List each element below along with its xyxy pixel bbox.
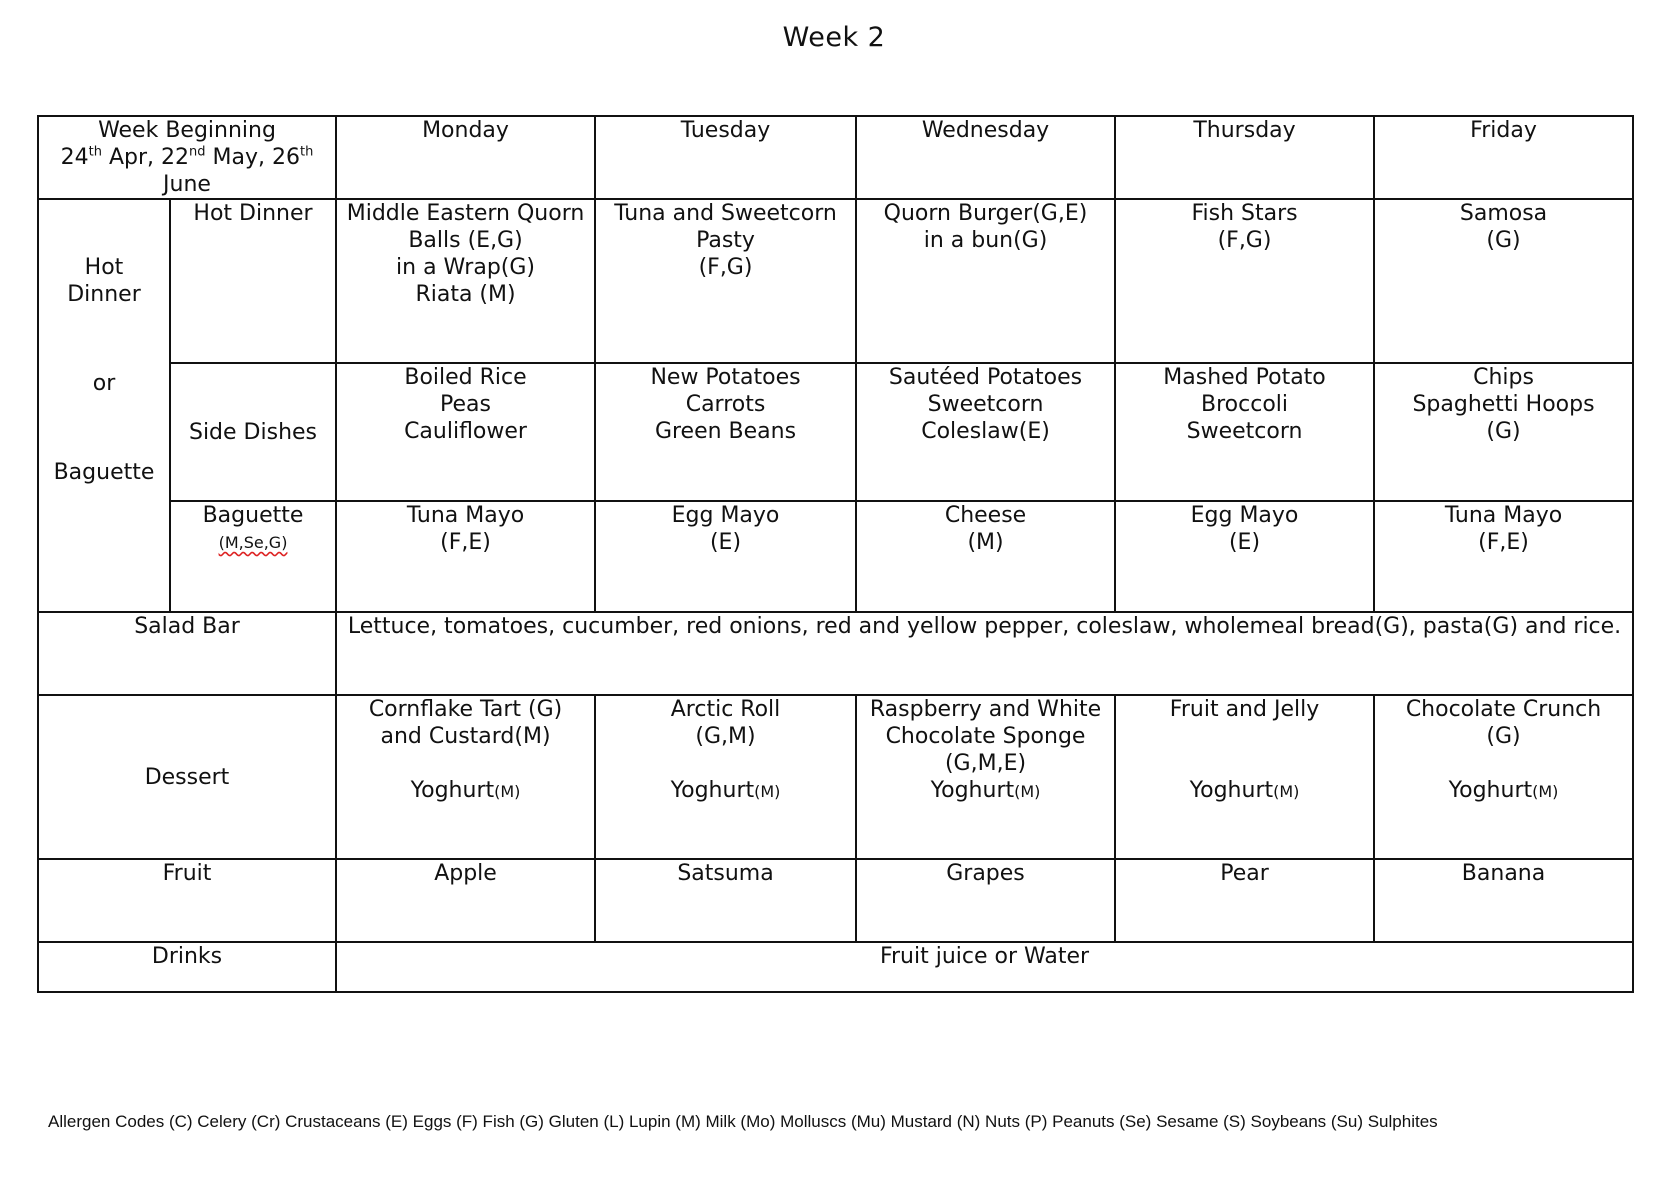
salad-bar-row (38, 612, 1633, 695)
dessert-row (38, 695, 1633, 859)
baguette-thursday: Egg Mayo (E) (1115, 501, 1374, 612)
fruit-wednesday: Grapes (856, 859, 1115, 942)
day-header-tuesday: Tuesday (595, 116, 856, 199)
header-row (38, 116, 1633, 199)
day-header-wednesday: Wednesday (856, 116, 1115, 199)
side-dishes-tuesday: New Potatoes Carrots Green Beans (595, 363, 856, 501)
baguette-wednesday: Cheese (M) (856, 501, 1115, 612)
hot-dinner-wednesday: Quorn Burger(G,E) in a bun(G) (856, 199, 1115, 363)
hot-dinner-row (38, 199, 1633, 363)
salad-bar-items: Lettuce, tomatoes, cucumber, red onions, red and yellow pepper, coleslaw, wholemeal bread(G), pasta(G) and rice. (336, 612, 1633, 695)
baguette-monday: Tuna Mayo (F,E) (336, 501, 595, 612)
baguette-tuesday: Egg Mayo (E) (595, 501, 856, 612)
side-dishes-friday: Chips Spaghetti Hoops (G) (1374, 363, 1633, 501)
fruit-friday: Banana (1374, 859, 1633, 942)
fruit-row (38, 859, 1633, 942)
hot-dinner-or-baguette-group: Hot Dinner or Baguette (38, 199, 170, 612)
day-header-thursday: Thursday (1115, 116, 1374, 199)
side-dishes-monday: Boiled Rice Peas Cauliflower (336, 363, 595, 501)
side-dishes-label: Side Dishes (170, 363, 336, 501)
fruit-thursday: Pear (1115, 859, 1374, 942)
allergen-codes: Allergen Codes (C) Celery (Cr) Crustaceans (E) Eggs (F) Fish (G) Gluten (L) Lupin (M) Milk (Mo) Molluscs (Mu) Mustard (N) Nuts (P) Peanuts (Se) Sesame (S) Soybeans (Su) Sulphites (48, 1112, 1438, 1131)
day-header-monday: Monday (336, 116, 595, 199)
hot-dinner-monday: Middle Eastern Quorn Balls (E,G) in a Wrap(G) Riata (M) (336, 199, 595, 363)
week-beginning-label: Week Beginning (98, 118, 276, 143)
side-dishes-row (38, 363, 1633, 501)
baguette-allergens: (M,Se,G) (218, 533, 288, 552)
hot-dinner-friday: Samosa (G) (1374, 199, 1633, 363)
salad-bar-label: Salad Bar (38, 612, 336, 695)
dessert-thursday: Fruit and Jelly Yoghurt(M) (1115, 695, 1374, 859)
hot-dinner-label: Hot Dinner (170, 199, 336, 363)
fruit-monday: Apple (336, 859, 595, 942)
dessert-wednesday: Raspberry and White Chocolate Sponge (G,M,E) Yoghurt(M) (856, 695, 1115, 859)
dessert-friday: Chocolate Crunch (G) Yoghurt(M) (1374, 695, 1633, 859)
dessert-label: Dessert (38, 695, 336, 859)
baguette-row (38, 501, 1633, 612)
fruit-tuesday: Satsuma (595, 859, 856, 942)
week-dates-tail: June (163, 172, 211, 197)
page-title: Week 2 (782, 22, 886, 53)
hot-dinner-thursday: Fish Stars (F,G) (1115, 199, 1374, 363)
dessert-tuesday: Arctic Roll (G,M) Yoghurt(M) (595, 695, 856, 859)
drinks-items: Fruit juice or Water (336, 942, 1633, 992)
hot-dinner-tuesday: Tuna and Sweetcorn Pasty (F,G) (595, 199, 856, 363)
day-header-friday: Friday (1374, 116, 1633, 199)
baguette-label-cell (170, 501, 336, 612)
side-dishes-wednesday: Sautéed Potatoes Sweetcorn Coleslaw(E) (856, 363, 1115, 501)
baguette-label: Baguette (202, 503, 304, 528)
fruit-label: Fruit (38, 859, 336, 942)
side-dishes-thursday: Mashed Potato Broccoli Sweetcorn (1115, 363, 1374, 501)
baguette-friday: Tuna Mayo (F,E) (1374, 501, 1633, 612)
drinks-label: Drinks (38, 942, 336, 992)
week-dates: 24th Apr, 22nd May, 26th (60, 144, 314, 170)
drinks-row (38, 942, 1633, 992)
dessert-monday: Cornflake Tart (G) and Custard(M) Yoghurt(M) (336, 695, 595, 859)
week-beginning-cell (38, 116, 336, 199)
menu-table (37, 115, 1634, 993)
